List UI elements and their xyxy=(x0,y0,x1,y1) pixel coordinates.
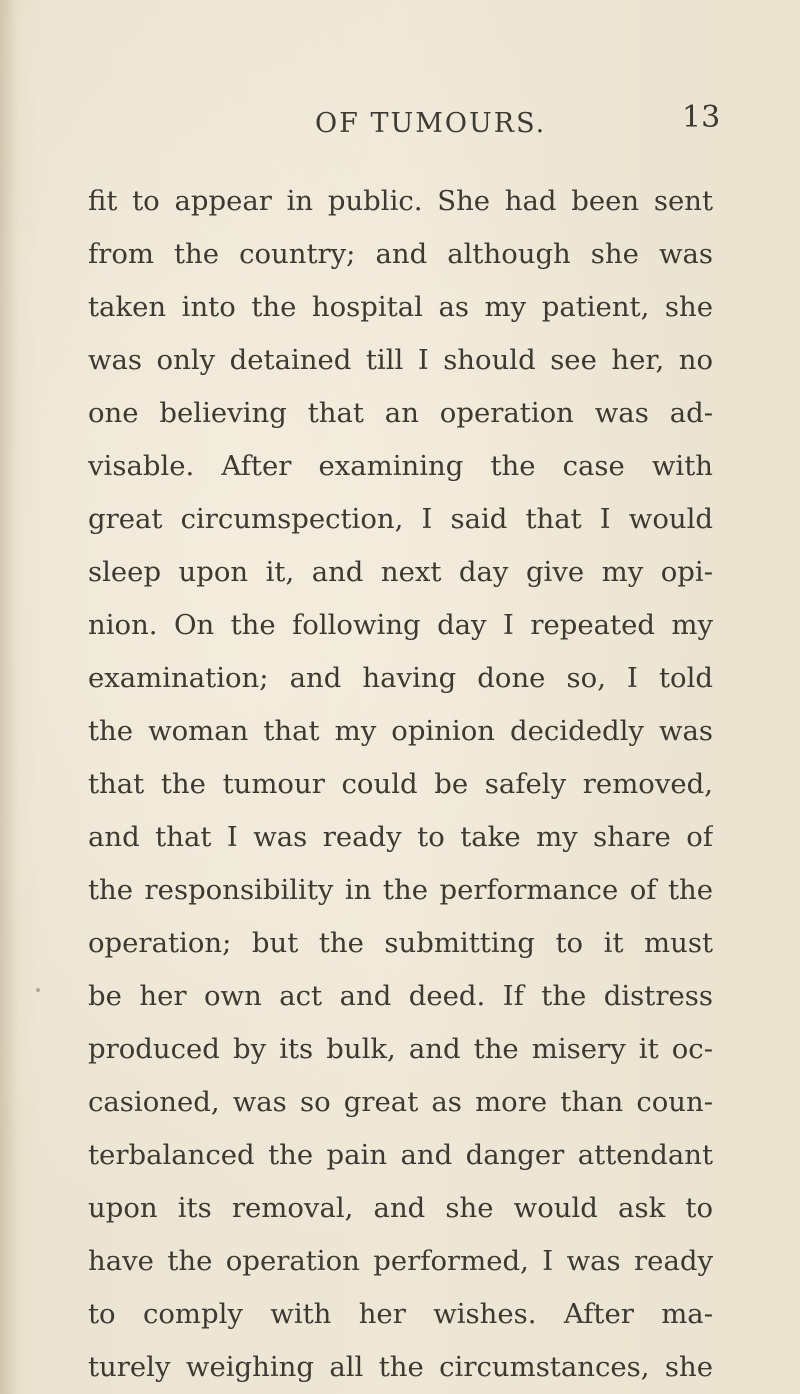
text-line: have the operation performed, I was ready xyxy=(88,1245,713,1277)
text-line: upon its removal, and she would ask to xyxy=(88,1192,713,1224)
text-line: great circumspection, I said that I would xyxy=(88,503,713,535)
text-line: fit to appear in public. She had been sent xyxy=(88,185,713,217)
text-line: was only detained till I should see her, no xyxy=(88,344,713,376)
body-text xyxy=(88,175,713,1394)
text-line: visable. After examining the case with xyxy=(88,450,713,482)
page-gutter-shadow xyxy=(0,0,18,1394)
page-number: 13 xyxy=(682,100,721,135)
text-line: terbalanced the pain and danger attendant xyxy=(88,1139,713,1171)
text-line: the woman that my opinion decidedly was xyxy=(88,715,713,747)
paper-spot xyxy=(36,988,40,992)
text-line: examination; and having done so, I told xyxy=(88,662,713,694)
text-line: be her own act and deed. If the distress xyxy=(88,980,713,1012)
running-head-title: OF TUMOURS. xyxy=(315,108,547,139)
text-line: nion. On the following day I repeated my xyxy=(88,609,713,641)
text-line: sleep upon it, and next day give my opi- xyxy=(88,556,713,588)
text-line: the responsibility in the performance of the xyxy=(88,874,713,906)
text-line: that the tumour could be safely removed, xyxy=(88,768,713,800)
text-line: operation; but the submitting to it must xyxy=(88,927,713,959)
text-line: to comply with her wishes. After ma- xyxy=(88,1298,713,1330)
text-line: casioned, was so great as more than coun- xyxy=(88,1086,713,1118)
text-line: produced by its bulk, and the misery it oc- xyxy=(88,1033,713,1065)
text-line: turely weighing all the circumstances, she xyxy=(88,1351,713,1383)
text-line: one believing that an operation was ad- xyxy=(88,397,713,429)
text-line: and that I was ready to take my share of xyxy=(88,821,713,853)
running-head xyxy=(0,100,800,150)
text-line: from the country; and although she was xyxy=(88,238,713,270)
text-line: taken into the hospital as my patient, she xyxy=(88,291,713,323)
